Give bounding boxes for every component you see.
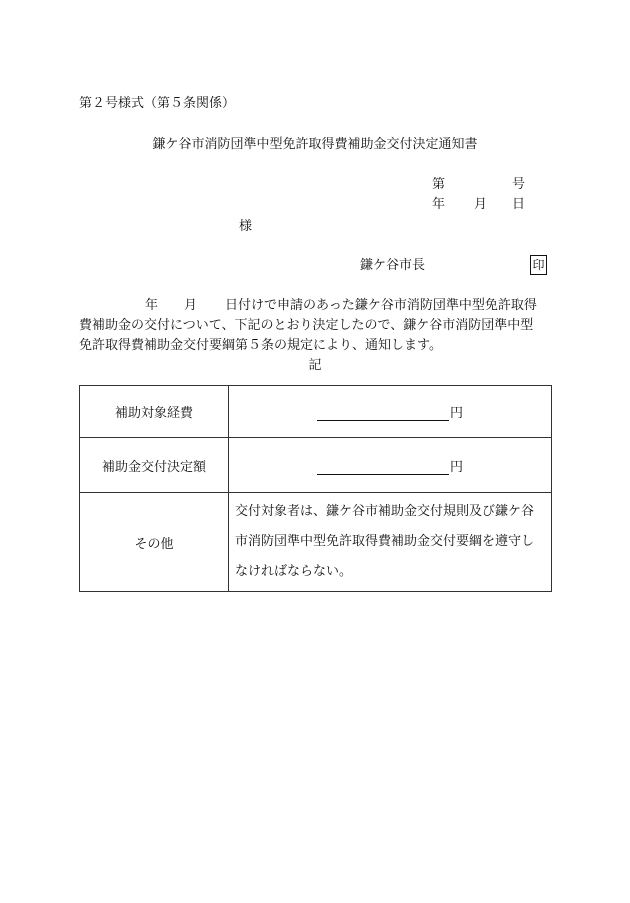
doc-no-prefix: 第 <box>432 177 446 192</box>
seal-mark: 印 <box>530 255 547 275</box>
row-value-expenses <box>229 386 552 438</box>
yen-unit: 円 <box>449 406 463 421</box>
ki-heading: 記 <box>308 358 322 373</box>
row-value-other <box>229 493 552 592</box>
amount-blank-line <box>317 460 449 475</box>
body-line-1-text: 日付けで申請のあった鎌ケ谷市消防団準中型免許取得 <box>225 298 537 313</box>
row-label-decision-amount: 補助金交付決定額 <box>80 438 229 493</box>
date-year: 年 <box>432 197 446 212</box>
table-row <box>80 438 552 493</box>
table-row <box>80 386 552 438</box>
body-line-1 <box>79 296 559 316</box>
document-title: 鎌ケ谷市消防団準中型免許取得費補助金交付決定通知書 <box>152 137 478 152</box>
addressee-suffix: 様 <box>239 219 253 234</box>
row-label-expenses: 補助対象経費 <box>80 386 229 438</box>
other-line-3: なければならない。 <box>235 564 353 579</box>
body-line-2: 費補助金の交付について、下記のとおり決定したので、鎌ケ谷市消防団準中型 <box>79 318 534 333</box>
table-row <box>80 493 552 592</box>
other-line-2: 市消防団準中型免許取得費補助金交付要綱を遵守し <box>235 534 535 549</box>
issuer-name: 鎌ケ谷市長 <box>360 258 426 273</box>
body-line-3: 免許取得費補助金交付要綱第５条の規定により、通知します。 <box>79 338 442 353</box>
details-table <box>79 385 552 592</box>
body-year: 年 <box>145 298 159 313</box>
form-number: 第２号様式（第５条関係） <box>79 96 236 111</box>
row-label-other: その他 <box>80 493 229 592</box>
doc-no-suffix: 号 <box>512 177 526 192</box>
row-value-decision-amount <box>229 438 552 493</box>
notice-body <box>79 296 559 356</box>
body-month: 月 <box>184 298 198 313</box>
amount-blank-line <box>317 406 449 421</box>
date-month: 月 <box>474 197 488 212</box>
other-line-1: 交付対象者は、鎌ケ谷市補助金交付規則及び鎌ケ谷 <box>235 504 535 519</box>
yen-unit: 円 <box>449 459 463 475</box>
date-day: 日 <box>512 197 526 212</box>
